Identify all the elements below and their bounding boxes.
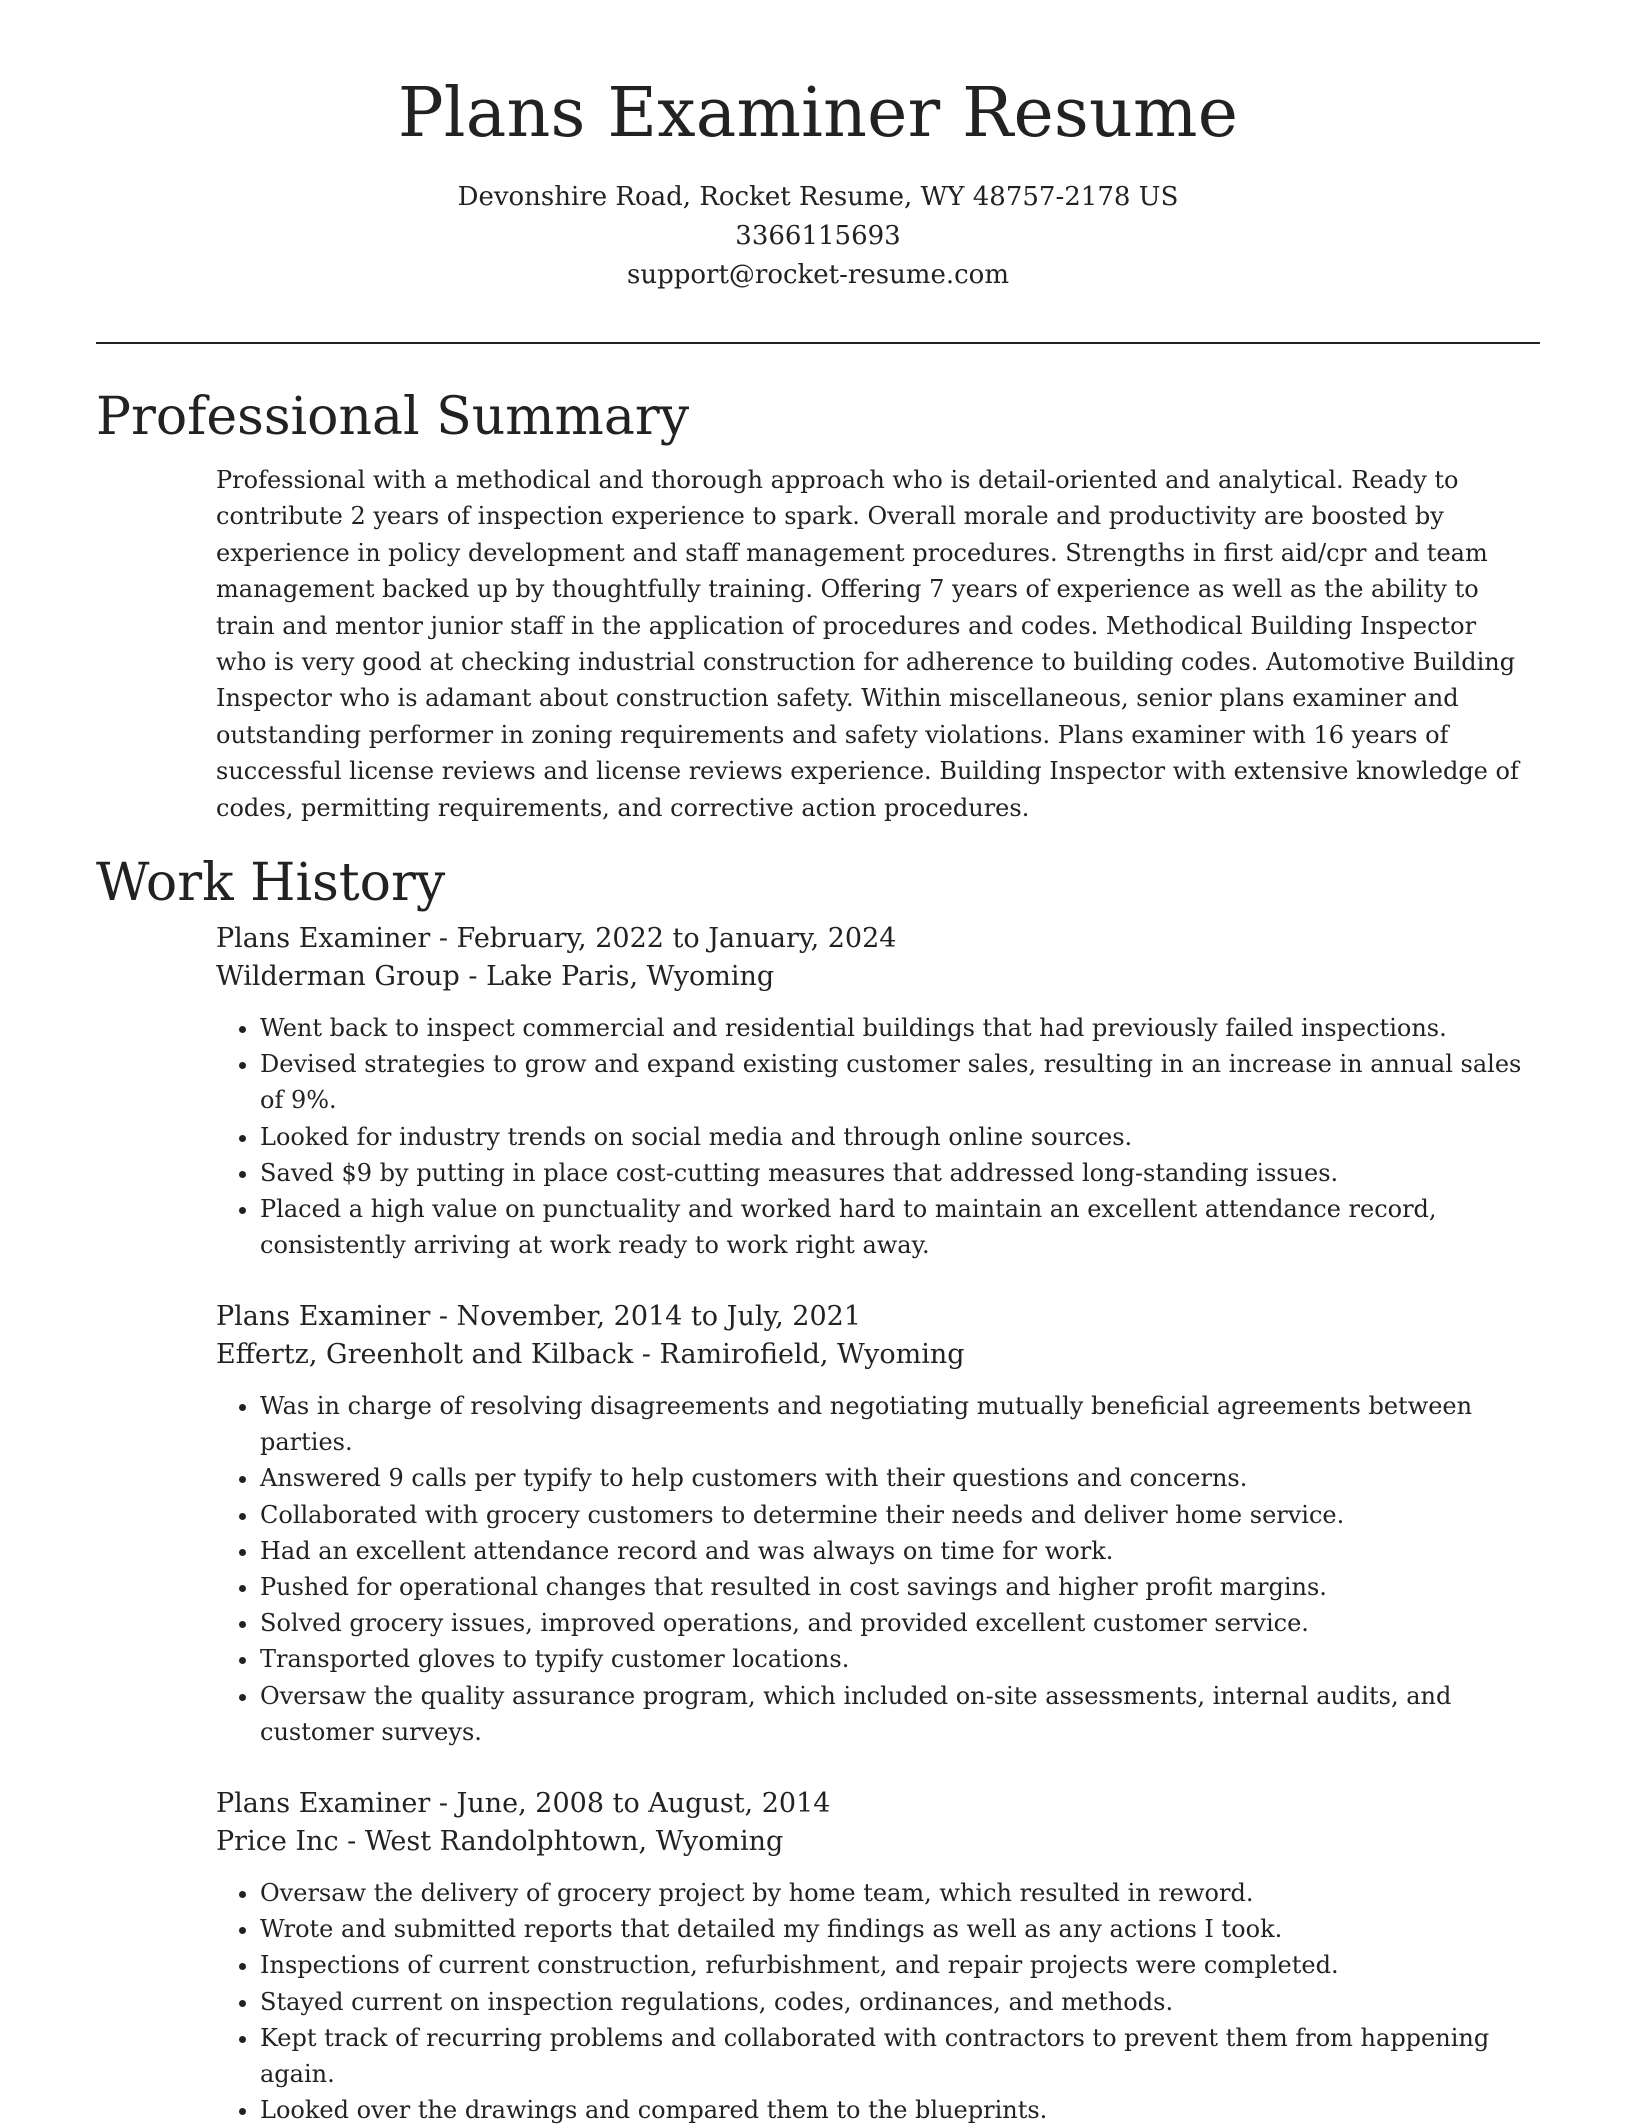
job-role-dates: Plans Examiner - February, 2022 to January, 2024 [216, 923, 897, 954]
job-bullet: • Transported gloves to typify customer locations. [260, 1641, 1546, 1677]
job-bullet: • Placed a high value on punctuality and worked hard to maintain an excellent attendance record, consistently arriving at work ready to work right away. [260, 1191, 1546, 1263]
job-bullet: • Kept track of recurring problems and collaborated with contractors to prevent them from happening again. [260, 2020, 1546, 2092]
job-entry [216, 1298, 1546, 1750]
job-bullet: • Pushed for operational changes that resulted in cost savings and higher profit margins. [260, 1569, 1546, 1605]
job-role-dates: Plans Examiner - June, 2008 to August, 2014 [216, 1788, 831, 1819]
job-bullet: • Looked over the drawings and compared them to the blueprints. [260, 2092, 1546, 2128]
work-history-heading: Work History [96, 853, 446, 913]
job-bullet: • Had an excellent attendance record and was always on time for work. [260, 1533, 1546, 1569]
header-divider [96, 342, 1540, 344]
summary-heading: Professional Summary [96, 387, 690, 447]
contact-phone: 3366115693 [735, 221, 901, 251]
job-bullet: • Collaborated with grocery customers to determine their needs and deliver home service. [260, 1497, 1546, 1533]
job-bullet-list [216, 1388, 1546, 1750]
job-bullet: • Oversaw the delivery of grocery project by home team, which resulted in reword. [260, 1875, 1546, 1911]
job-bullet: • Went back to inspect commercial and residential buildings that had previously failed inspections. [260, 1010, 1546, 1046]
job-bullet: • Oversaw the quality assurance program, which included on-site assessments, internal audits, and customer surveys. [260, 1678, 1546, 1750]
job-bullet: • Stayed current on inspection regulations, codes, ordinances, and methods. [260, 1984, 1546, 2020]
job-entry [216, 1785, 1546, 2128]
job-bullet: • Was in charge of resolving disagreements and negotiating mutually beneficial agreements between parties. [260, 1388, 1546, 1460]
job-company-location: Price Inc - West Randolphtown, Wyoming [216, 1826, 784, 1857]
job-bullet-list [216, 1010, 1546, 1263]
job-bullet: • Solved grocery issues, improved operations, and provided excellent customer service. [260, 1605, 1546, 1641]
job-bullet: • Answered 9 calls per typify to help customers with their questions and concerns. [260, 1460, 1546, 1496]
contact-email: support@rocket-resume.com [626, 260, 1009, 290]
job-company-location: Effertz, Greenholt and Kilback - Ramirofield, Wyoming [216, 1339, 965, 1370]
job-bullet: • Looked for industry trends on social media and through online sources. [260, 1119, 1546, 1155]
job-bullet: • Devised strategies to grow and expand existing customer sales, resulting in an increase in annual sales of 9%. [260, 1046, 1546, 1118]
contact-address: Devonshire Road, Rocket Resume, WY 48757-2178 US [457, 182, 1179, 212]
summary-text: Professional with a methodical and thorough approach who is detail-oriented and analytical. Ready to contribute 2 years of inspection experience to spark. Overall morale and productivity are boosted by experience in policy development and staff management procedures. Strengths in first aid/cpr and team management backed up by thoughtfully training. Offering 7 years of experience as well as the ability to train and mentor junior staff in the application of procedures and codes. Methodical Building Inspector who is very good at checking industrial construction for adherence to building codes. Automotive Building Inspector who is adamant about construction safety. Within miscellaneous, senior plans examiner and outstanding performer in zoning requirements and safety violations. Plans examiner with 16 years of successful license reviews and license reviews experience. Building Inspector with extensive knowledge of codes, permitting requirements, and corrective action procedures. [216, 466, 1519, 822]
contact-info [96, 178, 1540, 295]
resume-header [96, 74, 1540, 295]
job-bullet: • Inspections of current construction, refurbishment, and repair projects were completed. [260, 1947, 1546, 1983]
job-company-location: Wilderman Group - Lake Paris, Wyoming [216, 961, 775, 992]
job-entry [216, 920, 1546, 1263]
job-bullet-list [216, 1875, 1546, 2128]
job-bullet: • Saved $9 by putting in place cost-cutting measures that addressed long-standing issues. [260, 1155, 1546, 1191]
job-bullet: • Wrote and submitted reports that detailed my findings as well as any actions I took. [260, 1911, 1546, 1947]
job-role-dates: Plans Examiner - November, 2014 to July, 2021 [216, 1301, 862, 1332]
resume-title: Plans Examiner Resume [397, 74, 1239, 153]
